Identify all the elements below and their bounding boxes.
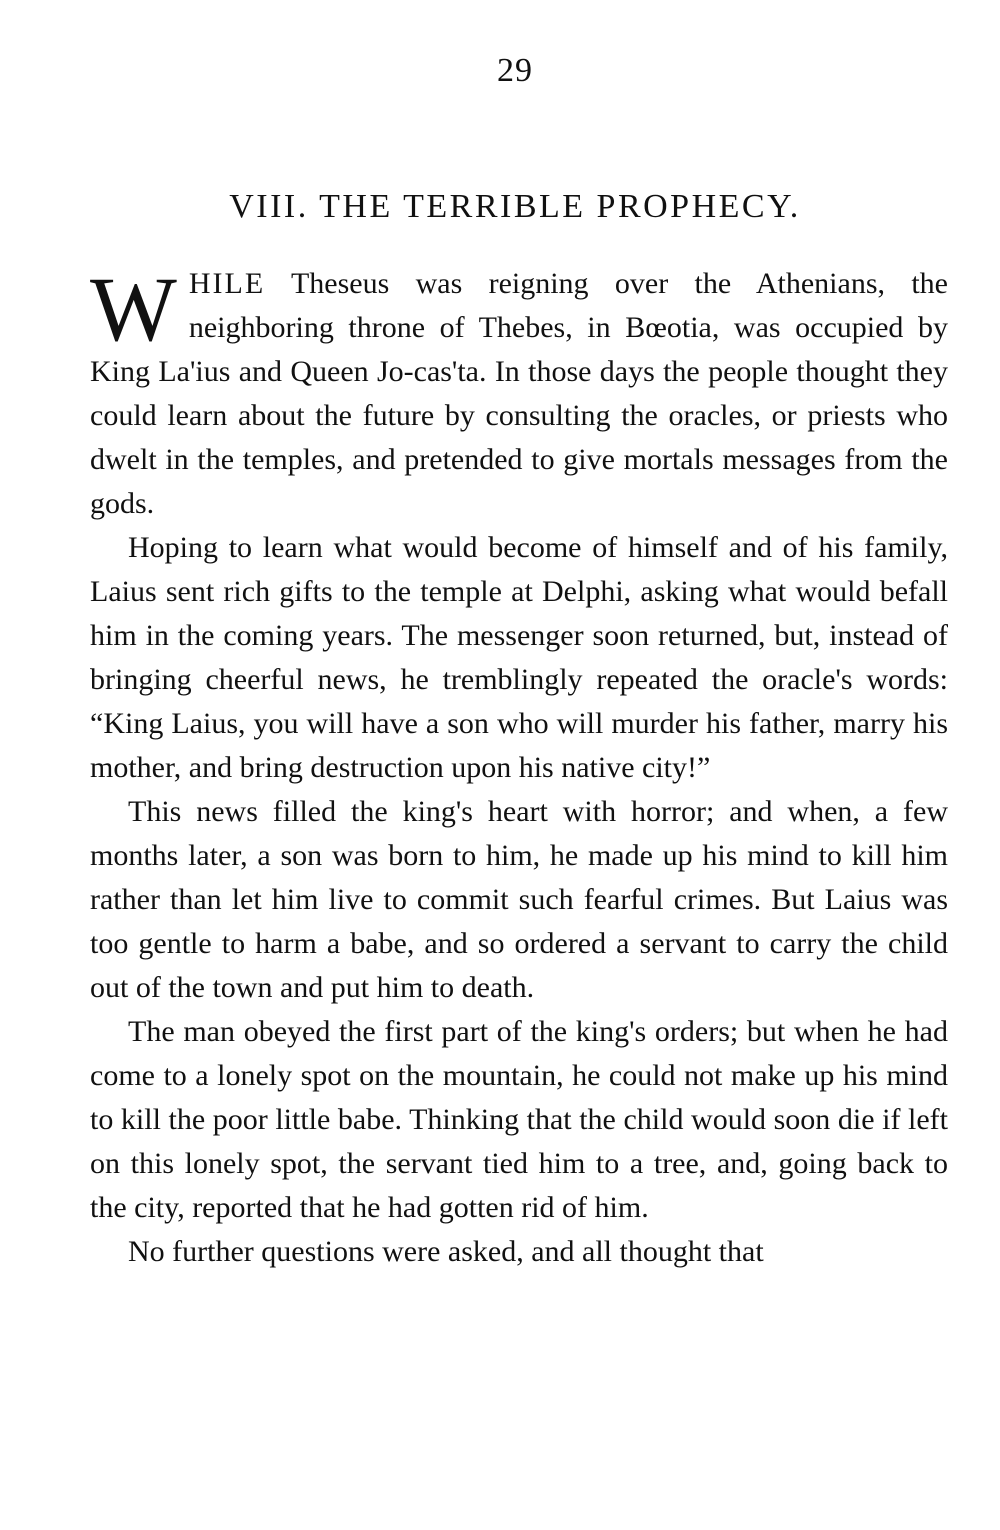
paragraph-1-text: Theseus was reigning over the Athenians, the neighboring throne of Thebes, in Bœotia, was occupied by King La'ius and Queen Jo-cas'ta. In those days the people thought they could learn about the future by consulting the oracles, or priests who dwelt in the temples, and pretended to give mortals messages from the gods. (90, 267, 948, 520)
drop-cap: W (90, 258, 177, 360)
paragraph-4: The man obeyed the first part of the king's orders; but when he had come to a lonely spot on the mountain, he could not make up his mind to kill the poor little babe. Thinking that the child would soon die if left on this lonely spot, the servant tied him to a tree, and, going back to the city, reported that he had gotten rid of him. (90, 1015, 948, 1224)
paragraph-1 (90, 258, 948, 526)
paragraph-2: Hoping to learn what would become of himself and of his family, Laius sent rich gifts to the temple at Delphi, asking what would befall him in the coming years. The messenger soon returned, but, instead of bringing cheerful news, he tremblingly repeated the oracle's words: “King Laius, you will have a son who will murder his father, marry his mother, and bring destruction upon his native city!” (90, 531, 948, 784)
lead-word: HILE (188, 267, 266, 300)
page-number: 29 (497, 52, 533, 89)
paragraph-3: This news filled the king's heart with horror; and when, a few months later, a son was born to him, he made up his mind to kill him rather than let him live to commit such fearful crimes. But Laius was too gentle to harm a babe, and so ordered a servant to carry the child out of the town and put him to death. (90, 795, 948, 1004)
paragraph-5: No further questions were asked, and all thought that (128, 1235, 764, 1268)
body-text (90, 258, 948, 1274)
chapter-title: VIII. THE TERRIBLE PROPHECY. (229, 188, 801, 225)
